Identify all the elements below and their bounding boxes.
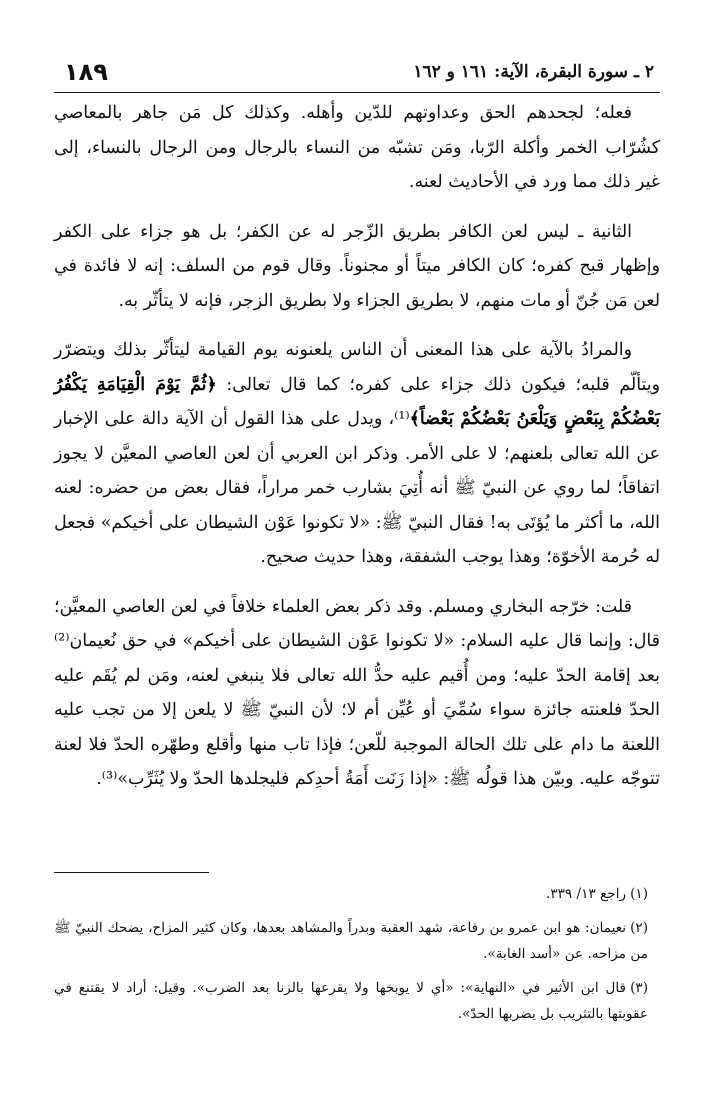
footnote-1: [54, 881, 660, 907]
footnote-divider: [54, 872, 209, 873]
page-number: ١٨٩: [64, 58, 108, 86]
footnote-text: نعيمان: هو ابن عمرو بن رفاعة، شهد العقبة وبدراً والمشاهد بعدها، وكان كثير المزاح، يضحك النبيّ ﷺ من مزاحه. عن «أسد الغابة».: [54, 920, 648, 962]
footnote-number: (٣): [630, 980, 648, 996]
page-header: [54, 58, 660, 93]
footnote-3: [54, 975, 660, 1027]
paragraph-2: الثانية ـ ليس لعن الكافر بطريق الزّجر له عن الكفر؛ بل هو جزاء على الكفر وإظهار قبح كفره؛ كان الكافر ميتاً أو مجنوناً. وقال قوم من السلف: إنه لا فائدة في لعن مَن جُنّ أو مات منهم، لا بطريق الجزاء ولا بطريق الزجر، فإنه لا يتأثّر به.: [54, 221, 660, 311]
quran-verse: ﴿ثُمَّ يَوْمَ الْقِيَامَةِ يَكْفُرُ بَعْضُكُمْ بِبَعْضٍ وَيَلْعَنُ بَعْضُكُمْ بَعْضاً﴾: [54, 374, 661, 429]
paragraph-3-rest: ⁽¹⁾، ويدل على هذا القول أن الآية دالة على الإخبار عن الله تعالى بلعنهم؛ لا على الأمر. وذكر ابن العربي أن لعن العاصي المعيَّن لا يجوز اتفاقاً؛ لما روي عن النبيّ ﷺ أنه أُتِيَ بشارب خمر مراراً، فقال بعض من حضره: لعنه الله، ما أكثر ما يُؤتَى به! فقال النبيّ ﷺ: «لا تكونوا عَوْن الشيطان على أخيكم» فجعل له حُرمة الأخوّة؛ وهذا يوجب الشفقة، وهذا حديث صحيح.: [54, 409, 660, 567]
footnote-number: (٢): [630, 920, 648, 936]
footnote-text: قال ابن الأثير في «النهاية»: «أي لا يوبخها ولا يقرعها بالزنا بعد الضرب». وقيل: أراد لا يقتنع في عقوبتها بالتثريب بل يضربها الحدّ».: [54, 980, 648, 1022]
footnote-number: (١): [630, 886, 648, 902]
paragraph-3: [54, 333, 660, 575]
footnotes: [54, 881, 660, 1035]
running-title: ٢ ـ سورة البقرة، الآية: ١٦١ و ١٦٢: [413, 62, 654, 82]
paragraph-4: قلت: خرّجه البخاري ومسلم. وقد ذكر بعض العلماء خلافاً في لعن العاصي المعيَّن؛ قال: وإنما قال عليه السلام: «لا تكونوا عَوْن الشيطان على أخيكم» في حق نُعيمان⁽²⁾ بعد إقامة الحدّ عليه؛ ومن أُقيم عليه حدُّ الله تعالى فلا ينبغي لعنه، ومَن لم يُقَم عليه الحدّ فلعنته جائزة سواء سُمِّيَ أو عُيِّن أم لا؛ لأن النبيّ ﷺ لا يلعن إلا من تجب عليه اللعنة ما دام على تلك الحالة الموجبة للّعن؛ فإذا تاب منها وأقلع وطهّره الحدّ فلا لعنة تتوجّه عليه. وبيّن هذا قولُه ﷺ: «إذا زَنَت أَمَةُ أحدِكم فليجلدها الحدّ ولا يُثَرِّب»⁽³⁾.: [54, 596, 660, 789]
paragraph-3-intro: والمرادُ بالآية على هذا المعنى أن الناس يلعنونه يوم القيامة ليتأثّر بذلك ويتضرّر ويتألّم قلبه؛ فيكون ذلك جزاء على كفره؛ كما قال تعالى:: [54, 340, 661, 395]
paragraph-1: فعله؛ لجحدهم الحق وعداوتهم للدّين وأهله. وكذلك كل مَن جاهر بالمعاصي كشُرّاب الخمر وأكلة الرّبا، ومَن تشبّه من النساء بالرجال ومن الرجال بالنساء، إلى غير ذلك مما ورد في الأحاديث لعنه.: [54, 103, 660, 192]
footnote-2: [54, 915, 660, 967]
main-text: [54, 96, 660, 812]
footnote-text: راجع ١٣/ ٣٣٩.: [546, 886, 627, 902]
